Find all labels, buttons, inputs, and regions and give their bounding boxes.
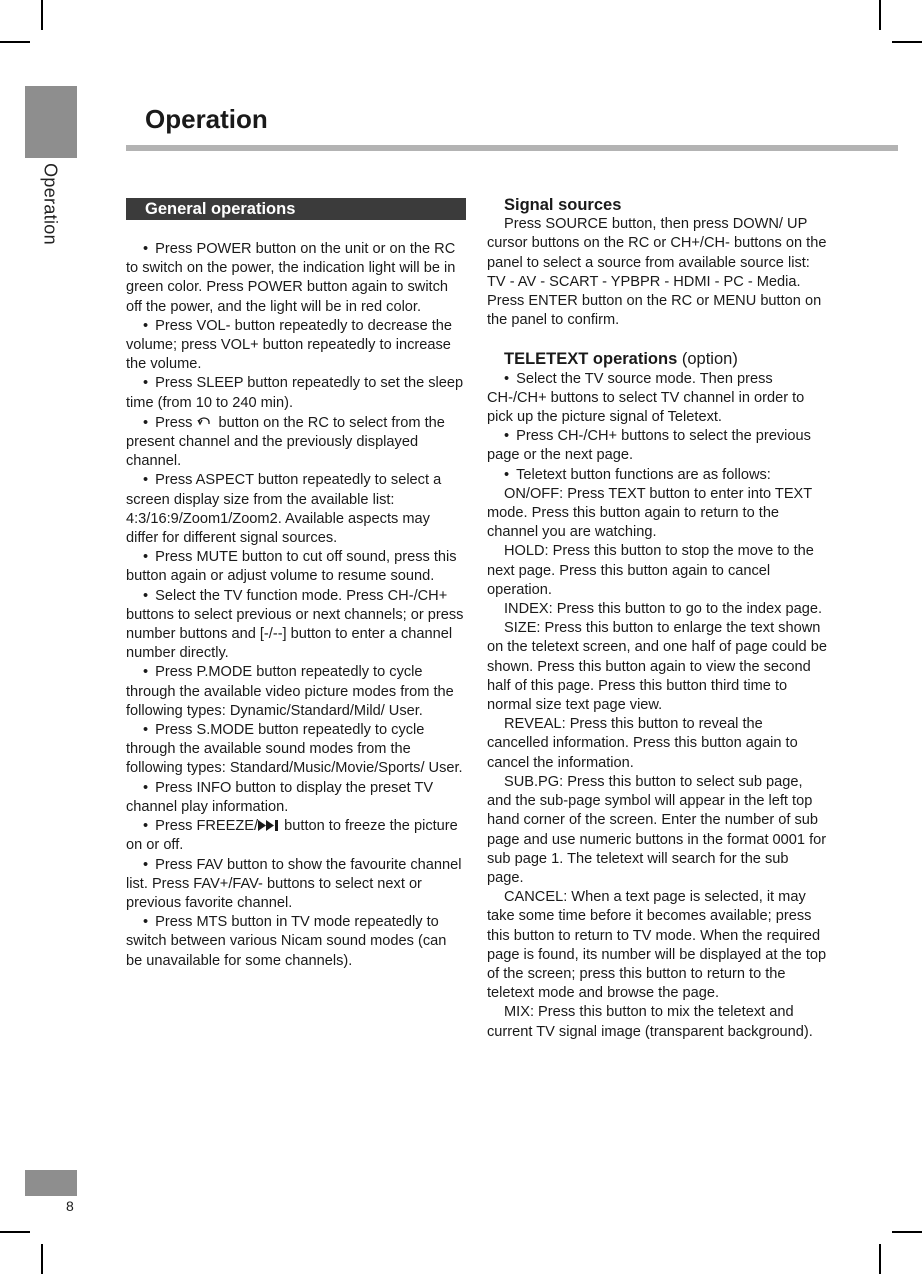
title-rule — [126, 145, 898, 151]
list-item: • Press S.MODE button repeatedly to cycle through the available sound modes from the following types: Standard/Music/Movie/Sports/ User. — [126, 722, 463, 777]
teletext-function: CANCEL: When a text page is selected, it may take some time before it becomes available; press this button to return to TV mode. When the required page is found, its number will be displayed at the top of the screen; press this button to return to the teletext mode and browse the page. — [487, 889, 827, 1002]
list-item: • Press FREEZE/ button to freeze the picture on or off. — [126, 818, 458, 854]
section-heading-general: General operations — [126, 198, 466, 220]
section-heading-teletext: TELETEXT operations (option) — [504, 350, 738, 369]
crop-mark — [0, 41, 30, 43]
list-item: • Press MTS button in TV mode repeatedly to switch between various Nicam sound modes (can be unavailable for some channels). — [126, 914, 447, 969]
list-item: • Press button on the RC to select from the present channel and the previously displayed channel. — [126, 414, 445, 470]
list-item: • Press MUTE button to cut off sound, press this button again or adjust volume to resume sound. — [126, 549, 457, 585]
side-tab — [25, 86, 77, 158]
list-item: • Select the TV source mode. Then press CH-/CH+ buttons to select TV channel in order to pick up the picture signal of Teletext. — [487, 370, 805, 426]
list-item: • Press POWER button on the unit or on the RC to switch on the power, the indication light will be in green color. Press POWER button again to switch off the power, and the light will be in red color. — [126, 241, 456, 315]
list-item: • Teletext button functions are as follows: — [504, 466, 771, 483]
crop-mark — [879, 1244, 881, 1274]
list-item: • Press ASPECT button repeatedly to select a screen display size from the available list: 4:3/16:9/Zoom1/Zoom2. Available aspects may differ for different signal sources. — [126, 472, 442, 547]
teletext-function: MIX: Press this button to mix the teletext and current TV signal image (transparent background). — [487, 1004, 813, 1040]
teletext-function: HOLD: Press this button to stop the move to the next page. Press this button again to cancel operation. — [487, 543, 814, 598]
teletext-function: ON/OFF: Press TEXT button to enter into TEXT mode. Press this button again to return to the channel you are watching. — [487, 485, 812, 541]
list-item: • Press FAV button to show the favourite channel list. Press FAV+/FAV- buttons to select next or previous favorite channel. — [126, 856, 462, 911]
section-heading-signal: Signal sources — [504, 196, 622, 214]
page-number-tab — [25, 1170, 77, 1196]
side-label: Operation — [40, 163, 61, 245]
teletext-function: INDEX: Press this button to go to the index page. — [504, 601, 823, 618]
signal-text: Press SOURCE button, then press DOWN/ UP cursor buttons on the RC or CH+/CH- buttons on the panel to select a source from available source list: TV - AV - SCART - YPBPR - HDMI - PC - Media. Press ENTER button on the RC or MENU button on the panel to confirm. — [487, 216, 827, 329]
left-column — [126, 196, 466, 971]
option-note: (option) — [681, 350, 738, 369]
play-pause-icon — [258, 818, 280, 834]
crop-mark — [892, 1231, 922, 1233]
page-number: 8 — [66, 1198, 74, 1214]
list-item: • Select the TV function mode. Press CH-/CH+ buttons to select previous or next channels; or press number buttons and [-/--] button to enter a channel number directly. — [126, 587, 464, 662]
teletext-function: SIZE: Press this button to enlarge the text shown on the teletext screen, and one half of page could be shown. Press this button again to view the second half of this page. Press this button third time to normal size text page view. — [487, 620, 827, 714]
list-item: • Press INFO button to display the preset TV channel play information. — [126, 779, 434, 815]
page-title: Operation — [145, 104, 268, 134]
right-column — [487, 196, 827, 1042]
list-item: • Press VOL- button repeatedly to decrease the volume; press VOL+ button repeatedly to increase the volume. — [126, 317, 453, 373]
crop-mark — [0, 1231, 30, 1233]
teletext-function: REVEAL: Press this button to reveal the cancelled information. Press this button again to cancel the information. — [487, 716, 798, 771]
crop-mark — [41, 0, 43, 30]
teletext-function: SUB.PG: Press this button to select sub page, and the sub-page symbol will appear in the left top hand corner of the screen. Enter the number of sub page and use numeric buttons in the format 0001 for sub page 1. The teletext will search for the sub page. — [487, 773, 827, 886]
crop-mark — [41, 1244, 43, 1274]
crop-mark — [879, 0, 881, 30]
list-item: • Press SLEEP button repeatedly to set the sleep time (from 10 to 240 min). — [126, 375, 464, 411]
return-arrow-icon — [196, 414, 214, 430]
list-item: • Press P.MODE button repeatedly to cycle through the available video picture modes from the following types: Dynamic/Standard/Mild/ User. — [126, 664, 454, 719]
crop-mark — [892, 41, 922, 43]
list-item: • Press CH-/CH+ buttons to select the previous page or the next page. — [487, 428, 811, 464]
